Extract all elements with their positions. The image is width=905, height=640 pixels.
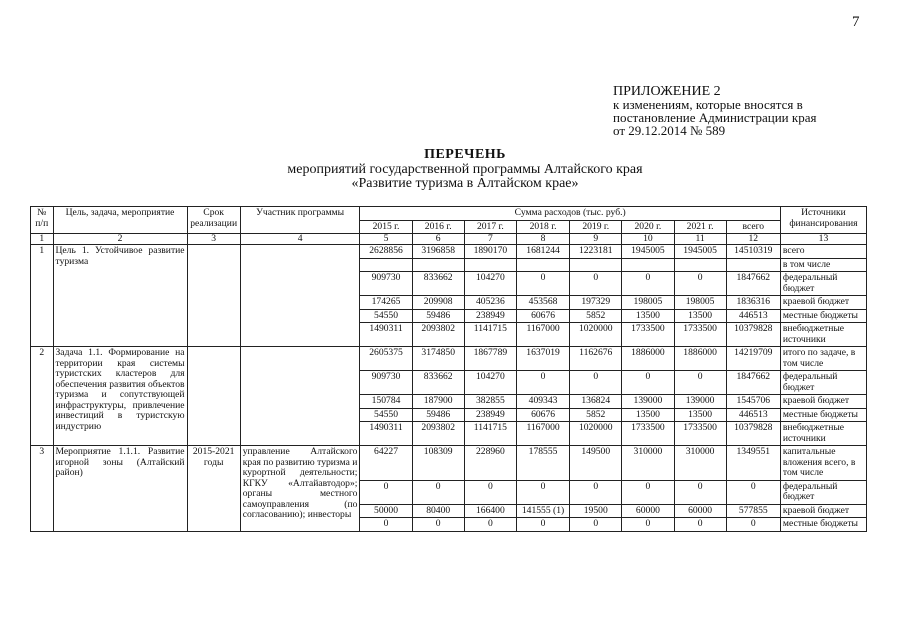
amount-cell: 1490311	[360, 323, 412, 347]
amount-cell: 0	[674, 371, 726, 395]
amount-cell	[516, 258, 569, 272]
amount-cell: 909730	[360, 371, 412, 395]
amount-cell: 59486	[412, 309, 464, 323]
amount-cell: 409343	[516, 395, 569, 409]
amount-cell: 3196858	[412, 245, 464, 259]
funding-source: федеральный бюджет	[780, 480, 866, 504]
header-goal: Цель, задача, мероприятие	[53, 207, 187, 234]
amount-cell: 0	[622, 371, 674, 395]
header-year: 2019 г.	[570, 220, 622, 234]
column-index: 13	[780, 234, 866, 245]
column-index: 3	[187, 234, 240, 245]
amount-cell: 0	[360, 518, 412, 532]
amount-cell: 13500	[674, 309, 726, 323]
measure-term	[187, 347, 240, 446]
amount-cell: 0	[570, 272, 622, 296]
amount-cell: 446513	[726, 408, 780, 422]
amount-cell: 13500	[674, 408, 726, 422]
amount-cell: 238949	[464, 408, 516, 422]
measure-name: Мероприятие 1.1.1. Развитие игорной зоны (Алтайский район)	[53, 446, 187, 532]
column-index: 4	[240, 234, 360, 245]
amount-cell: 1890170	[464, 245, 516, 259]
amount-cell: 80400	[412, 504, 464, 518]
amount-cell: 0	[516, 480, 569, 504]
amount-cell: 174265	[360, 296, 412, 310]
table-row	[31, 446, 867, 481]
column-index: 1	[31, 234, 54, 245]
amount-cell: 166400	[464, 504, 516, 518]
amount-cell: 0	[726, 480, 780, 504]
measures-table	[30, 206, 867, 532]
amount-cell: 19500	[570, 504, 622, 518]
amount-cell: 0	[464, 480, 516, 504]
amount-cell: 10379828	[726, 323, 780, 347]
appendix-line: от 29.12.2014 № 589	[613, 123, 726, 138]
amount-cell: 1637019	[516, 347, 569, 371]
amount-cell: 141555 (1)	[516, 504, 569, 518]
funding-source: краевой бюджет	[780, 395, 866, 409]
funding-source: всего	[780, 245, 866, 259]
amount-cell: 310000	[622, 446, 674, 481]
amount-cell: 104270	[464, 371, 516, 395]
header-year: 2020 г.	[622, 220, 674, 234]
amount-cell: 10379828	[726, 422, 780, 446]
amount-cell: 1162676	[570, 347, 622, 371]
column-index: 6	[412, 234, 464, 245]
amount-cell: 1847662	[726, 272, 780, 296]
amount-cell: 5852	[570, 309, 622, 323]
amount-cell: 13500	[622, 408, 674, 422]
table-row	[31, 245, 867, 259]
column-index: 9	[570, 234, 622, 245]
amount-cell: 5852	[570, 408, 622, 422]
amount-cell: 136824	[570, 395, 622, 409]
amount-cell: 1349551	[726, 446, 780, 481]
amount-cell: 0	[674, 480, 726, 504]
amount-cell: 1020000	[570, 422, 622, 446]
header-sum: Сумма расходов (тыс. руб.)	[360, 207, 780, 221]
amount-cell	[726, 258, 780, 272]
amount-cell: 0	[516, 518, 569, 532]
amount-cell: 0	[360, 480, 412, 504]
amount-cell: 54550	[360, 408, 412, 422]
amount-cell: 382855	[464, 395, 516, 409]
amount-cell	[622, 258, 674, 272]
column-index: 7	[464, 234, 516, 245]
page-number: 7	[852, 14, 860, 30]
measure-name: Задача 1.1. Формирование на территории края системы туристских кластеров для обеспечения развития объектов туризма и сопутствующей инфраструктуры, привлечение инвестиций в туристскую индустрию	[53, 347, 187, 446]
row-number: 1	[31, 245, 54, 347]
amount-cell: 0	[412, 480, 464, 504]
amount-cell: 1141715	[464, 422, 516, 446]
funding-source: внебюджетные источники	[780, 422, 866, 446]
amount-cell: 0	[622, 480, 674, 504]
amount-cell: 1945005	[674, 245, 726, 259]
amount-cell: 60676	[516, 408, 569, 422]
amount-cell: 108309	[412, 446, 464, 481]
amount-cell	[360, 258, 412, 272]
amount-cell: 2093802	[412, 422, 464, 446]
appendix-line: к изменениям, которые вносятся в	[613, 97, 803, 112]
amount-cell: 2093802	[412, 323, 464, 347]
amount-cell: 1681244	[516, 245, 569, 259]
amount-cell: 310000	[674, 446, 726, 481]
amount-cell	[412, 258, 464, 272]
measure-participant	[240, 245, 360, 347]
heading-line: «Развитие туризма в Алтайском крае»	[351, 176, 579, 191]
amount-cell: 1167000	[516, 323, 569, 347]
amount-cell: 13500	[622, 309, 674, 323]
header-year: 2015 г.	[360, 220, 412, 234]
appendix-title: ПРИЛОЖЕНИЕ 2	[613, 84, 721, 99]
amount-cell: 1223181	[570, 245, 622, 259]
amount-cell: 139000	[622, 395, 674, 409]
row-number: 2	[31, 347, 54, 446]
column-index: 2	[53, 234, 187, 245]
measure-term	[187, 245, 240, 347]
amount-cell: 1733500	[674, 422, 726, 446]
funding-source: в том числе	[780, 258, 866, 272]
table-index-row	[31, 234, 867, 245]
amount-cell: 0	[674, 518, 726, 532]
row-number: 3	[31, 446, 54, 532]
header-year: 2017 г.	[464, 220, 516, 234]
amount-cell: 104270	[464, 272, 516, 296]
funding-source: местные бюджеты	[780, 309, 866, 323]
funding-source: федеральный бюджет	[780, 371, 866, 395]
document-heading	[200, 148, 730, 192]
heading-title: ПЕРЕЧЕНЬ	[424, 147, 506, 162]
amount-cell: 238949	[464, 309, 516, 323]
header-source: Источники финансирования	[780, 207, 866, 234]
funding-source: краевой бюджет	[780, 504, 866, 518]
funding-source: местные бюджеты	[780, 408, 866, 422]
amount-cell: 2628856	[360, 245, 412, 259]
funding-source: местные бюджеты	[780, 518, 866, 532]
amount-cell: 1020000	[570, 323, 622, 347]
amount-cell: 0	[622, 518, 674, 532]
amount-cell: 1167000	[516, 422, 569, 446]
amount-cell: 1733500	[622, 422, 674, 446]
amount-cell: 0	[516, 272, 569, 296]
amount-cell	[674, 258, 726, 272]
appendix-line: постановление Администрации края	[613, 110, 817, 125]
amount-cell: 0	[516, 371, 569, 395]
amount-cell: 0	[726, 518, 780, 532]
amount-cell: 1945005	[622, 245, 674, 259]
funding-source: федеральный бюджет	[780, 272, 866, 296]
amount-cell: 1867789	[464, 347, 516, 371]
amount-cell: 14510319	[726, 245, 780, 259]
amount-cell: 64227	[360, 446, 412, 481]
amount-cell: 149500	[570, 446, 622, 481]
amount-cell: 0	[622, 272, 674, 296]
header-year: 2021 г.	[674, 220, 726, 234]
amount-cell: 228960	[464, 446, 516, 481]
column-index: 5	[360, 234, 412, 245]
amount-cell: 178555	[516, 446, 569, 481]
amount-cell: 1847662	[726, 371, 780, 395]
amount-cell: 209908	[412, 296, 464, 310]
amount-cell: 0	[570, 518, 622, 532]
measure-participant: управление Алтайского края по развитию туризма и курортной деятельности; КГКУ «Алтайавтодор»; органы местного самоуправления (по согласованию); инвесторы	[240, 446, 360, 532]
amount-cell: 197329	[570, 296, 622, 310]
amount-cell: 0	[570, 480, 622, 504]
amount-cell: 1490311	[360, 422, 412, 446]
amount-cell: 577855	[726, 504, 780, 518]
column-index: 10	[622, 234, 674, 245]
amount-cell: 1836316	[726, 296, 780, 310]
amount-cell: 833662	[412, 371, 464, 395]
amount-cell: 60000	[622, 504, 674, 518]
amount-cell: 198005	[674, 296, 726, 310]
table-row	[31, 347, 867, 371]
amount-cell: 50000	[360, 504, 412, 518]
amount-cell: 0	[464, 518, 516, 532]
funding-source: краевой бюджет	[780, 296, 866, 310]
amount-cell: 0	[412, 518, 464, 532]
amount-cell: 2605375	[360, 347, 412, 371]
funding-source: капитальные вложения всего, в том числе	[780, 446, 866, 481]
amount-cell: 3174850	[412, 347, 464, 371]
amount-cell: 1886000	[622, 347, 674, 371]
heading-line: мероприятий государственной программы Алтайского края	[287, 161, 643, 177]
amount-cell: 1886000	[674, 347, 726, 371]
amount-cell: 0	[570, 371, 622, 395]
amount-cell	[570, 258, 622, 272]
amount-cell: 139000	[674, 395, 726, 409]
amount-cell: 59486	[412, 408, 464, 422]
amount-cell: 446513	[726, 309, 780, 323]
table-header-row	[31, 207, 867, 221]
column-index: 12	[726, 234, 780, 245]
column-index: 8	[516, 234, 569, 245]
appendix-block	[613, 85, 816, 137]
header-num: № п/п	[31, 207, 54, 234]
amount-cell: 60000	[674, 504, 726, 518]
measure-term: 2015-2021 годы	[187, 446, 240, 532]
header-participant: Участник программы	[240, 207, 360, 234]
amount-cell: 1545706	[726, 395, 780, 409]
amount-cell: 187900	[412, 395, 464, 409]
amount-cell: 1733500	[674, 323, 726, 347]
amount-cell: 833662	[412, 272, 464, 296]
amount-cell: 909730	[360, 272, 412, 296]
column-index: 11	[674, 234, 726, 245]
amount-cell: 1733500	[622, 323, 674, 347]
amount-cell: 150784	[360, 395, 412, 409]
amount-cell: 453568	[516, 296, 569, 310]
header-year: 2018 г.	[516, 220, 569, 234]
amount-cell	[464, 258, 516, 272]
measure-participant	[240, 347, 360, 446]
amount-cell: 14219709	[726, 347, 780, 371]
funding-source: итого по задаче, в том числе	[780, 347, 866, 371]
amount-cell: 0	[674, 272, 726, 296]
header-year: всего	[726, 220, 780, 234]
amount-cell: 54550	[360, 309, 412, 323]
header-term: Срок реализации	[187, 207, 240, 234]
amount-cell: 405236	[464, 296, 516, 310]
amount-cell: 1141715	[464, 323, 516, 347]
amount-cell: 198005	[622, 296, 674, 310]
funding-source: внебюджетные источники	[780, 323, 866, 347]
header-year: 2016 г.	[412, 220, 464, 234]
amount-cell: 60676	[516, 309, 569, 323]
measure-name: Цель 1. Устойчивое развитие туризма	[53, 245, 187, 347]
